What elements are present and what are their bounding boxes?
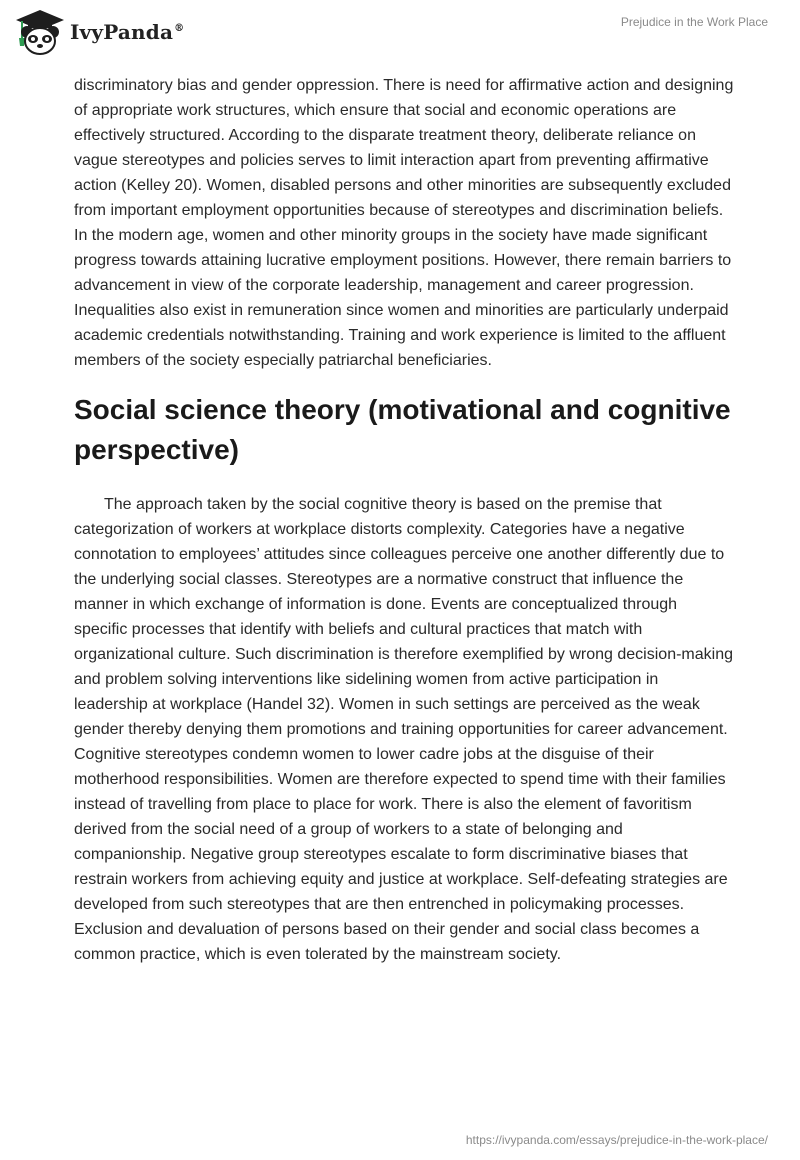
brand-name: IvyPanda® [70, 20, 185, 44]
source-url[interactable]: https://ivypanda.com/essays/prejudice-in-the-work-place/ [465, 1133, 768, 1147]
essay-content [74, 73, 734, 967]
document-title: Prejudice in the Work Place [620, 15, 768, 29]
section-heading: Social science theory (motivational and cognitive perspective) [74, 394, 731, 465]
panda-graduate-icon [14, 8, 66, 56]
ivypanda-logo[interactable] [14, 8, 184, 56]
page-header [0, 0, 800, 70]
body-paragraph: The approach taken by the social cognitive theory is based on the premise that categorization of workers at workplace distorts complexity. Categories have a negative connotation to employees’ attitudes since colleagues perceive one another differently due to the underlying social classes. Stereotypes are a normative construct that influence the manner in which exchange of information is done. Events are conceptualized through specific processes that identify with beliefs and cultural practices that match with organizational culture. Such discrimination is therefore exemplified by wrong decision-making and problem solving interventions like sidelining women from active participation in leadership at workplace (Handel 32). Women in such settings are perceived as the weak gender thereby denying them promotions and training opportunities for career advancement. Cognitive stereotypes condemn women to lower cadre jobs at the disguise of their motherhood responsibilities. Women are therefore expected to spend time with their families instead of travelling from place to place for work. There is also the element of favoritism derived from the social need of a group of workers to a state of belonging and companionship. Negative group stereotypes escalate to form discriminative biases that restrain workers from achieving equity and justice at workplace. Self-defeating strategies are developed from such stereotypes that are then entrenched in policymaking processes. Exclusion and devaluation of persons based on their gender and social class becomes a common practice, which is even tolerated by the mainstream society. [74, 496, 733, 963]
body-paragraph: discriminatory bias and gender oppression. There is need for affirmative action and designing of appropriate work structures, which ensure that social and economic operations are effectively structured. According to the disparate treatment theory, deliberate reliance on vague stereotypes and policies serves to limit interaction apart from preventing affirmative action (Kelley 20). Women, disabled persons and other minorities are subsequently excluded from important employment opportunities because of stereotypes and discrimination beliefs. In the modern age, women and other minority groups in the society have made significant progress towards attaining lucrative employment positions. However, there remain barriers to advancement in view of the corporate leadership, management and career progression. Inequalities also exist in remuneration since women and minorities are particularly underpaid academic credentials notwithstanding. Training and work experience is limited to the affluent members of the society especially patriarchal beneficiaries. [74, 77, 734, 369]
